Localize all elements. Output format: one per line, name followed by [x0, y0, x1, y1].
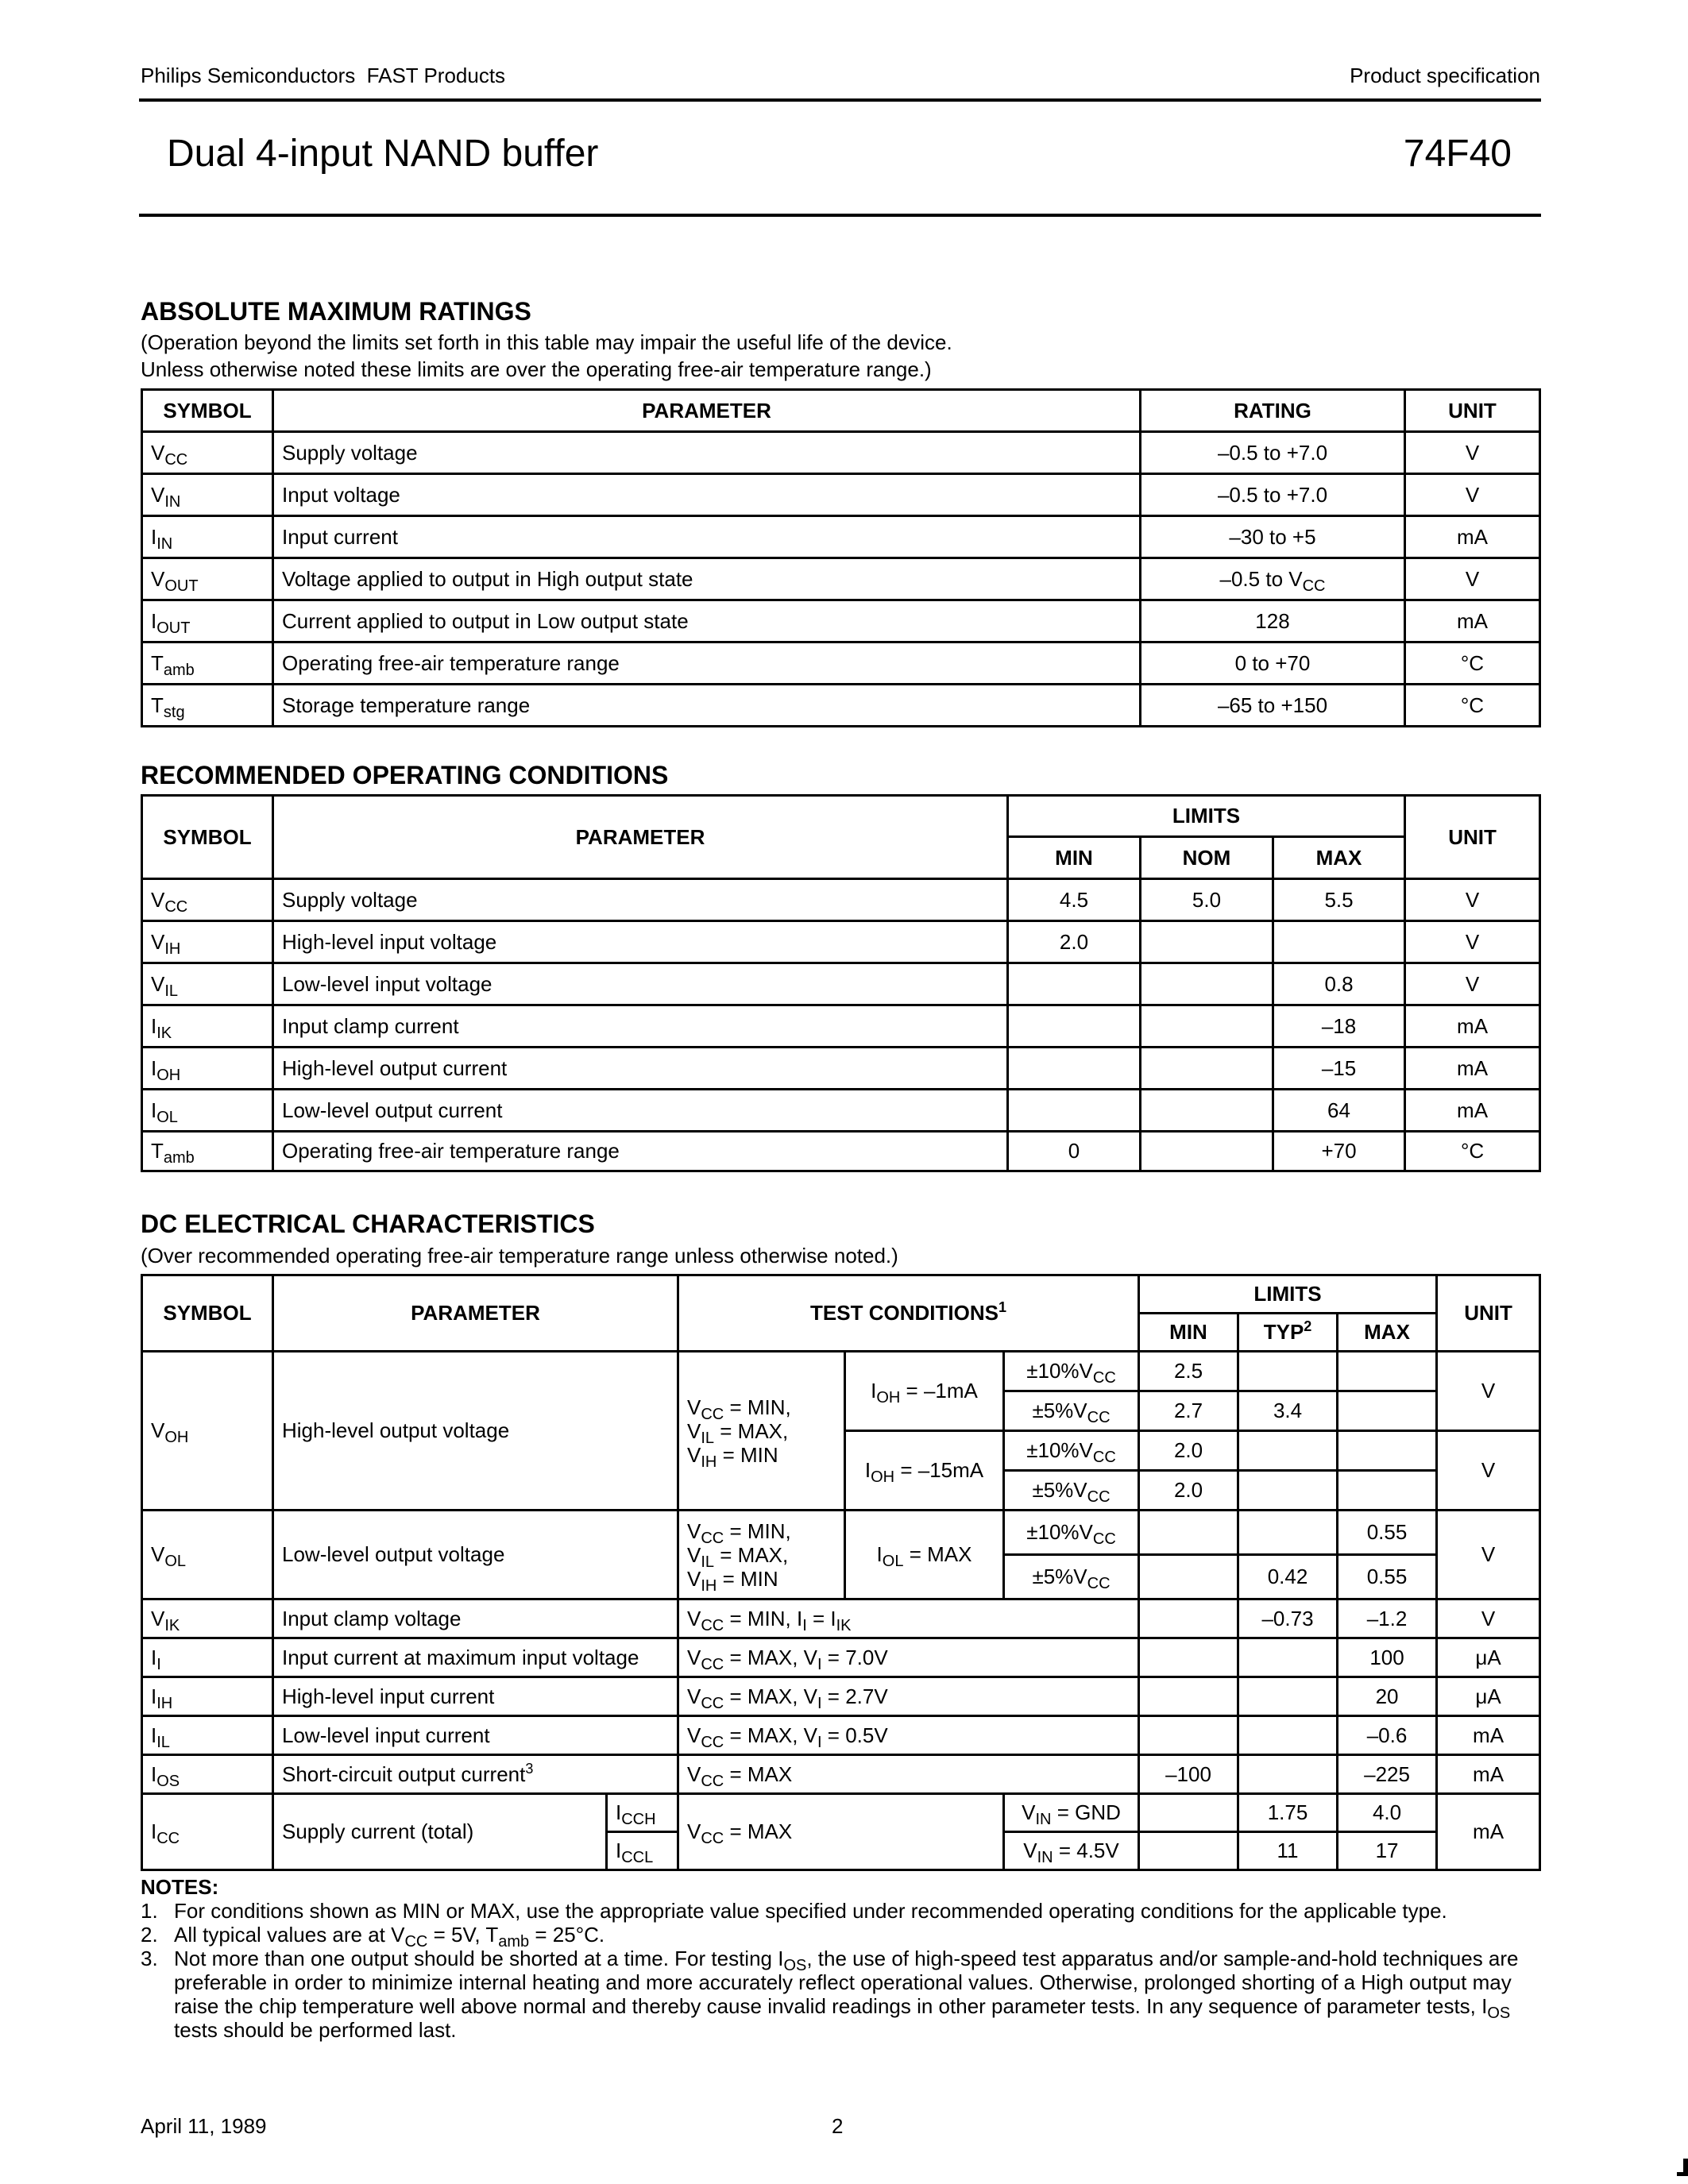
part-number: 74F40: [1403, 133, 1512, 175]
abs-max-title: ABSOLUTE MAXIMUM RATINGS: [141, 297, 531, 326]
footer-date: April 11, 1989: [141, 2114, 267, 2138]
unit: mA: [1405, 600, 1540, 642]
max: 20: [1338, 1677, 1437, 1716]
unit: °C: [1405, 685, 1540, 727]
col-nom: NOM: [1141, 837, 1273, 879]
min: [1139, 1511, 1238, 1555]
parameter: Low-level output current: [273, 1090, 1008, 1132]
col-parameter: PARAMETER: [273, 796, 1008, 879]
vin-gnd: $V_{IN}$ = GND: [1004, 1794, 1139, 1832]
cond-ioh-1ma: $I_{OH} = -1mA$: [845, 1352, 1004, 1431]
nom: [1141, 1005, 1273, 1048]
col-rating: RATING: [1141, 390, 1405, 432]
min: [1139, 1832, 1238, 1870]
max: [1338, 1471, 1437, 1511]
notes-title: NOTES:: [141, 1875, 219, 1899]
typ: [1238, 1638, 1338, 1677]
min: [1139, 1794, 1238, 1832]
typ: [1238, 1511, 1338, 1555]
min: 2.0: [1008, 921, 1141, 963]
symbol: $I_{IN}$: [142, 516, 273, 558]
col-limits: LIMITS: [1139, 1275, 1437, 1314]
notes: [141, 1875, 1547, 2042]
max: +70: [1273, 1132, 1405, 1171]
page-number: 2: [832, 2114, 844, 2138]
abs-max-subtitle-2: Unless otherwise noted these limits are over the operating free-air temperature range.): [141, 357, 932, 381]
rating: –30 to +5: [1141, 516, 1405, 558]
symbol-iih: $I_{IH}$: [142, 1677, 273, 1716]
max: –0.6: [1338, 1716, 1437, 1755]
max: [1338, 1431, 1437, 1471]
parameter: High-level output current: [273, 1048, 1008, 1090]
param-ii: Input current at maximum input voltage: [273, 1638, 678, 1677]
unit: mA: [1405, 1005, 1540, 1048]
param-voh: High-level output voltage: [273, 1352, 678, 1511]
table-row: [142, 963, 1540, 1005]
parameter: Operating free-air temperature range: [273, 642, 1141, 685]
nom: [1141, 1048, 1273, 1090]
table-row: [142, 1048, 1540, 1090]
unit: V: [1405, 432, 1540, 474]
max: [1338, 1352, 1437, 1391]
min: [1008, 963, 1141, 1005]
corner-crop-mark-horizontal: [1677, 2172, 1688, 2176]
rating: –0.5 to $V_{CC}$: [1141, 558, 1405, 600]
param-vik: Input clamp voltage: [273, 1599, 678, 1638]
typ: [1238, 1677, 1338, 1716]
unit: °C: [1405, 642, 1540, 685]
table-row: [142, 1090, 1540, 1132]
table-row: [142, 921, 1540, 963]
parameter: Input clamp current: [273, 1005, 1008, 1048]
unit: V: [1437, 1431, 1540, 1511]
symbol: $V_{CC}$: [142, 432, 273, 474]
rating: 128: [1141, 600, 1405, 642]
document-title: Dual 4-input NAND buffer: [167, 133, 599, 175]
col-max: MAX: [1273, 837, 1405, 879]
tol-5: $\pm 5\%V_{CC}$: [1004, 1391, 1139, 1431]
nom: [1141, 1132, 1273, 1171]
tol-10: $\pm 10\%V_{CC}$: [1004, 1431, 1139, 1471]
col-parameter: PARAMETER: [273, 390, 1141, 432]
symbol: $V_{OUT}$: [142, 558, 273, 600]
unit: V: [1405, 474, 1540, 516]
table-row: [142, 516, 1540, 558]
unit: V: [1405, 558, 1540, 600]
max: 17: [1338, 1832, 1437, 1870]
unit: °C: [1405, 1132, 1540, 1171]
unit: mA: [1405, 1048, 1540, 1090]
param-iih: High-level input current: [273, 1677, 678, 1716]
symbol: $I_{OUT}$: [142, 600, 273, 642]
col-min: MIN: [1139, 1314, 1238, 1352]
min: [1008, 1048, 1141, 1090]
cond-voh: $V_{CC}$ = MIN, $V_{IL}$ = MAX, $V_{IH}$ = MIN: [678, 1352, 845, 1511]
col-symbol: SYMBOL: [142, 390, 273, 432]
param-vol: Low-level output voltage: [273, 1511, 678, 1599]
parameter: Storage temperature range: [273, 685, 1141, 727]
min: [1139, 1677, 1238, 1716]
symbol: $I_{OL}$: [142, 1090, 273, 1132]
parameter: Operating free-air temperature range: [273, 1132, 1008, 1171]
rec-op-table: [141, 794, 1541, 1172]
typ: [1238, 1755, 1338, 1794]
header-rule-bottom: [139, 214, 1541, 217]
dc-title: DC ELECTRICAL CHARACTERISTICS: [141, 1210, 595, 1238]
note-3: [141, 1947, 1547, 2042]
typ: 11: [1238, 1832, 1338, 1870]
note-number: 2.: [141, 1923, 158, 1947]
unit: V: [1405, 879, 1540, 921]
nom: [1141, 1090, 1273, 1132]
nom: 5.0: [1141, 879, 1273, 921]
note-text: For conditions shown as MIN or MAX, use the appropriate value specified under recommended operating conditions for the applicable type.: [174, 1899, 1447, 1923]
note-number: 3.: [141, 1947, 158, 1970]
col-unit: UNIT: [1437, 1275, 1540, 1352]
table-row-ios: [142, 1755, 1540, 1794]
unit: μA: [1437, 1677, 1540, 1716]
table-row: [142, 600, 1540, 642]
unit: V: [1405, 963, 1540, 1005]
unit: mA: [1405, 1090, 1540, 1132]
col-unit: UNIT: [1405, 796, 1540, 879]
typ: 0.42: [1238, 1555, 1338, 1599]
max: 0.8: [1273, 963, 1405, 1005]
table-row: [142, 474, 1540, 516]
symbol: $I_{OH}$: [142, 1048, 273, 1090]
symbol-vik: $V_{IK}$: [142, 1599, 273, 1638]
parameter: Voltage applied to output in High output state: [273, 558, 1141, 600]
note-text: All typical values are at $V_{CC} = 5V$, $T_{amb} = 25^\circ C$.: [174, 1923, 605, 1951]
typ: [1238, 1471, 1338, 1511]
min: 2.5: [1139, 1352, 1238, 1391]
symbol-voh: $V_{OH}$: [142, 1352, 273, 1511]
max: –15: [1273, 1048, 1405, 1090]
vin-45: $V_{IN} = 4.5V$: [1004, 1832, 1139, 1870]
unit: V: [1437, 1511, 1540, 1599]
max: 5.5: [1273, 879, 1405, 921]
tol-5: $\pm 5\%V_{CC}$: [1004, 1471, 1139, 1511]
symbol-ios: $I_{OS}$: [142, 1755, 273, 1794]
typ: 1.75: [1238, 1794, 1338, 1832]
cond-vol: $V_{CC}$ = MIN, $V_{IL}$ = MAX, $V_{IH}$ = MIN: [678, 1511, 845, 1599]
col-typ: TYP$^2$: [1238, 1314, 1338, 1352]
unit: V: [1437, 1352, 1540, 1431]
table-row-iih: [142, 1677, 1540, 1716]
min: [1139, 1599, 1238, 1638]
unit: V: [1437, 1599, 1540, 1638]
symbol: $V_{IL}$: [142, 963, 273, 1005]
max: –18: [1273, 1005, 1405, 1048]
table-row: [142, 642, 1540, 685]
max: [1273, 921, 1405, 963]
min: 0: [1008, 1132, 1141, 1171]
min: [1139, 1716, 1238, 1755]
nom: [1141, 963, 1273, 1005]
max: [1338, 1391, 1437, 1431]
max: 100: [1338, 1638, 1437, 1677]
table-row: [142, 879, 1540, 921]
table-row: [142, 1132, 1540, 1171]
max: 0.55: [1338, 1511, 1437, 1555]
header-doc-type: Product specification: [1350, 64, 1540, 87]
symbol: $V_{CC}$: [142, 879, 273, 921]
dc-table: [141, 1274, 1541, 1871]
parameter: High-level input voltage: [273, 921, 1008, 963]
rating: 0 to +70: [1141, 642, 1405, 685]
rec-op-title: RECOMMENDED OPERATING CONDITIONS: [141, 761, 669, 789]
min: –100: [1139, 1755, 1238, 1794]
sub-icch: $I_{CCH}$: [607, 1794, 678, 1832]
symbol-ii: $I_I$: [142, 1638, 273, 1677]
symbol: $T_{stg}$: [142, 685, 273, 727]
tol-10: $\pm 10\%V_{CC}$: [1004, 1511, 1139, 1555]
col-symbol: SYMBOL: [142, 1275, 273, 1352]
min: [1139, 1638, 1238, 1677]
max: 4.0: [1338, 1794, 1437, 1832]
abs-max-table: [141, 388, 1541, 727]
col-parameter: PARAMETER: [273, 1275, 678, 1352]
unit: mA: [1437, 1716, 1540, 1755]
sub-iccl: $I_{CCL}$: [607, 1832, 678, 1870]
col-symbol: SYMBOL: [142, 796, 273, 879]
table-row-voh-1: [142, 1352, 1540, 1391]
table-row: [142, 685, 1540, 727]
symbol-iil: $I_{IL}$: [142, 1716, 273, 1755]
table-row-vol-1: [142, 1511, 1540, 1555]
symbol: $I_{IK}$: [142, 1005, 273, 1048]
typ: [1238, 1431, 1338, 1471]
parameter: Input voltage: [273, 474, 1141, 516]
table-row-vik: [142, 1599, 1540, 1638]
min: [1008, 1005, 1141, 1048]
unit: μA: [1437, 1638, 1540, 1677]
symbol-icc: $I_{CC}$: [142, 1794, 273, 1870]
symbol: $V_{IH}$: [142, 921, 273, 963]
min: 2.0: [1139, 1431, 1238, 1471]
param-ios: Short-circuit output current$^3$: [273, 1755, 678, 1794]
max: –225: [1338, 1755, 1437, 1794]
parameter: Current applied to output in Low output state: [273, 600, 1141, 642]
typ: –0.73: [1238, 1599, 1338, 1638]
parameter: Supply voltage: [273, 432, 1141, 474]
cond-ios: $V_{CC}$ = MAX: [678, 1755, 1139, 1794]
table-row-iil: [142, 1716, 1540, 1755]
col-max: MAX: [1338, 1314, 1437, 1352]
parameter: Low-level input voltage: [273, 963, 1008, 1005]
parameter: Supply voltage: [273, 879, 1008, 921]
tol-10: $\pm 10\%V_{CC}$: [1004, 1352, 1139, 1391]
table-row: [142, 432, 1540, 474]
header-company: Philips Semiconductors FAST Products: [141, 64, 506, 87]
note-2: [141, 1923, 1547, 1951]
typ: 3.4: [1238, 1391, 1338, 1431]
symbol: $V_{IN}$: [142, 474, 273, 516]
unit: mA: [1437, 1794, 1540, 1870]
cond-ioh-15ma: $I_{OH} = -15mA$: [845, 1431, 1004, 1511]
min: 2.0: [1139, 1471, 1238, 1511]
rating: –0.5 to +7.0: [1141, 474, 1405, 516]
col-test-conditions: TEST CONDITIONS$^1$: [678, 1275, 1139, 1352]
typ: [1238, 1716, 1338, 1755]
dc-subtitle: (Over recommended operating free-air temperature range unless otherwise noted.): [141, 1244, 898, 1268]
unit: mA: [1405, 516, 1540, 558]
table-row: [142, 558, 1540, 600]
header-rule-top: [139, 98, 1541, 102]
cond-icc: $V_{CC}$ = MAX: [678, 1794, 1004, 1870]
min: 4.5: [1008, 879, 1141, 921]
typ: [1238, 1352, 1338, 1391]
col-limits: LIMITS: [1008, 796, 1405, 837]
symbol: $T_{amb}$: [142, 642, 273, 685]
param-iil: Low-level input current: [273, 1716, 678, 1755]
col-min: MIN: [1008, 837, 1141, 879]
nom: [1141, 921, 1273, 963]
note-number: 1.: [141, 1899, 158, 1923]
max: 64: [1273, 1090, 1405, 1132]
table-row: [142, 1005, 1540, 1048]
cond-ii: $V_{CC}$ = MAX, $V_I = 7.0V$: [678, 1638, 1139, 1677]
cond-iol: $I_{OL}$ = MAX: [845, 1511, 1004, 1599]
table-row-ii: [142, 1638, 1540, 1677]
abs-max-subtitle-1: (Operation beyond the limits set forth in this table may impair the useful life of the device.: [141, 330, 952, 354]
cond-iih: $V_{CC}$ = MAX, $V_I = 2.7V$: [678, 1677, 1139, 1716]
min: [1139, 1555, 1238, 1599]
tol-5: $\pm 5\%V_{CC}$: [1004, 1555, 1139, 1599]
cond-vik: $V_{CC}$ = MIN, $I_I = I_{IK}$: [678, 1599, 1139, 1638]
unit: mA: [1437, 1755, 1540, 1794]
param-icc: Supply current (total): [273, 1794, 607, 1870]
max: –1.2: [1338, 1599, 1437, 1638]
parameter: Input current: [273, 516, 1141, 558]
symbol: $T_{amb}$: [142, 1132, 273, 1171]
max: 0.55: [1338, 1555, 1437, 1599]
col-unit: UNIT: [1405, 390, 1540, 432]
min: 2.7: [1139, 1391, 1238, 1431]
table-row-icc-1: [142, 1794, 1540, 1832]
rating: –65 to +150: [1141, 685, 1405, 727]
note-text: Not more than one output should be shorted at a time. For testing $I_{OS}$, the use of high-speed test apparatus and/or sample-and-hold techniques are preferable in order to minimize internal heating and more accurately reflect operational values. Otherwise, prolonged shorting of a High output may raise the chip temperature well above normal and thereby cause invalid readings in other parameter tests. In any sequence of parameter tests, $I_{OS}$ tests should be performed last.: [174, 1947, 1519, 2042]
unit: V: [1405, 921, 1540, 963]
symbol-vol: $V_{OL}$: [142, 1511, 273, 1599]
note-1: [141, 1899, 1547, 1923]
rating: –0.5 to +7.0: [1141, 432, 1405, 474]
min: [1008, 1090, 1141, 1132]
cond-iil: $V_{CC}$ = MAX, $V_I = 0.5V$: [678, 1716, 1139, 1755]
